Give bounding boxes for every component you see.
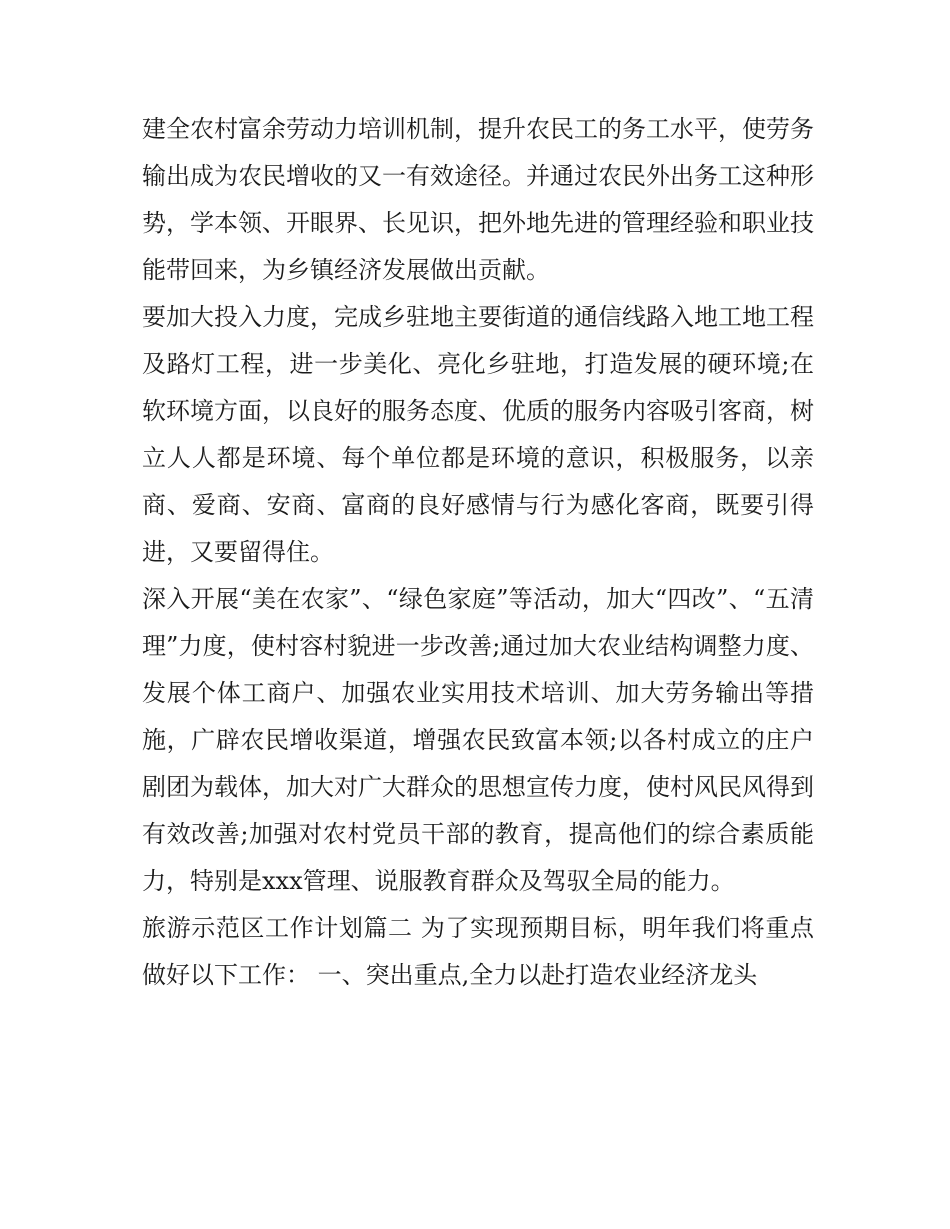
paragraph-labor-training: 建全农村富余劳动力培训机制，提升农民工的务工水平，使劳务输出成为农民增收的又一有效途径。并通过农民外出务工这种形势，学本领、开眼界、长见识，把外地先进的管理经验和职业技能带回来，为乡镇经济发展做出贡献。	[142, 115, 814, 284]
paragraph-tourism-plan: 旅游示范区工作计划篇二 为了实现预期目标，明年我们将重点做好以下工作： 一、突出重点,全力以赴打造农业经济龙头	[142, 914, 814, 989]
document-body	[142, 106, 814, 999]
paragraph-rural-activities: 深入开展“美在农家”、“绿色家庭”等活动，加大“四改”、“五清理”力度，使村容村貌进一步改善;通过加大农业结构调整力度、发展个体工商户、加强农业实用技术培训、加大劳务输出等措施，广辟农民增收渠道，增强农民致富本领;以各村成立的庄户剧团为载体，加大对广大群众的思想宣传力度，使村风民风得到有效改善;加强对农村党员干部的教育，提高他们的综合素质能力，特别是xxx管理、说服教育群众及驾驭全局的能力。	[142, 585, 814, 895]
paragraph-investment-environment: 要加大投入力度，完成乡驻地主要街道的通信线路入地工地工程及路灯工程，进一步美化、亮化乡驻地，打造发展的硬环境;在软环境方面，以良好的服务态度、优质的服务内容吸引客商，树立人人都是环境、每个单位都是环境的意识，积极服务，以亲商、爱商、安商、富商的良好感情与行为感化客商，既要引得进，又要留得住。	[142, 303, 814, 566]
